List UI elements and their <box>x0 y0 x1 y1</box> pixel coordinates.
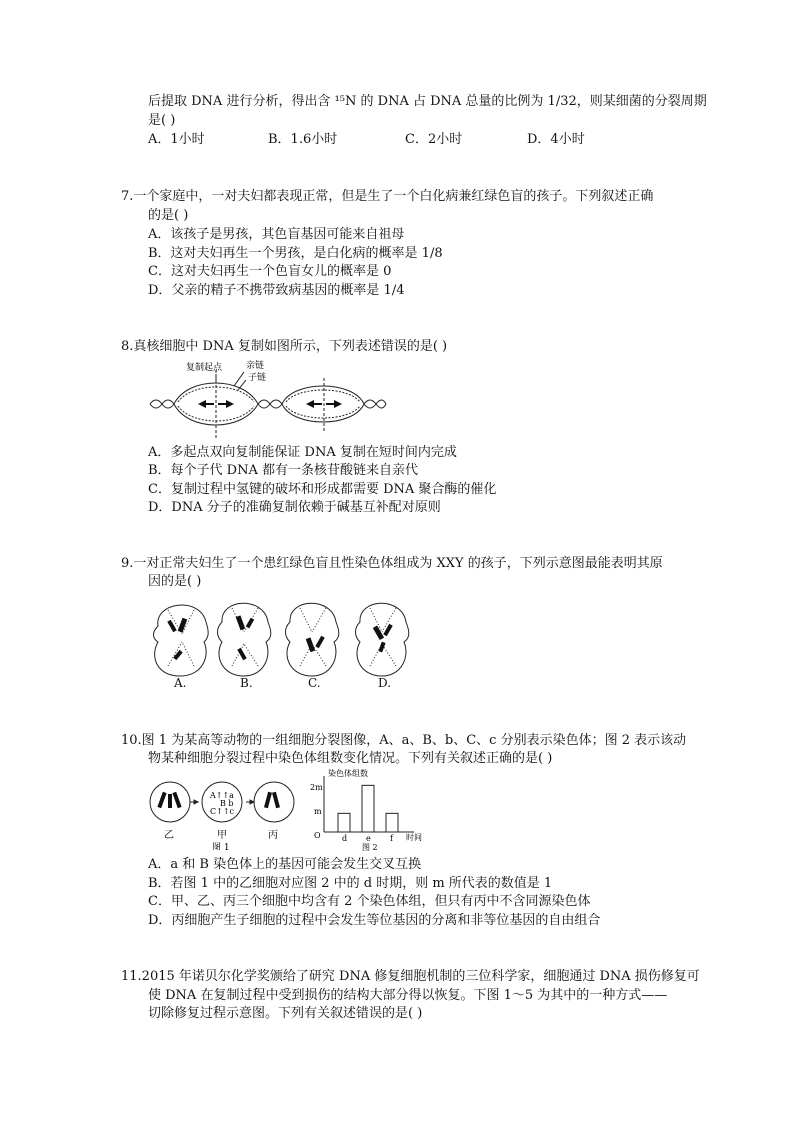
x-axis-label: 时间 <box>406 833 422 842</box>
q8-option-a: A．多起点双向复制能保证 DNA 复制在短时间内完成 <box>148 445 457 460</box>
q6-option-b: B．1.6小时 <box>268 132 338 147</box>
origin-label: 复制起点 <box>186 363 223 373</box>
q7-option-b: B．这对夫妇再生一个男孩，是白化病的概率是 1/8 <box>148 246 443 261</box>
cell-label-yi: 乙 <box>164 830 174 841</box>
cell-label-jia: 甲 <box>217 830 227 841</box>
q11-line3: 切除修复过程示意图。下列有关叙述错误的是( ) <box>148 1006 423 1021</box>
svg-text:A↑↑a: A↑↑a <box>210 791 234 800</box>
q8-line1: 8.真核细胞中 DNA 复制如图所示，下列表述错误的是( ) <box>121 339 448 354</box>
q9-label-d: D. <box>378 676 392 690</box>
q9-line2: 因的是( ) <box>148 574 202 589</box>
q7-option-c: C．这对夫妇再生一个色盲女儿的概率是 0 <box>148 264 392 279</box>
q10-option-d: D．丙细胞产生子细胞的过程中会发生等位基因的分离和非等位基因的自由组合 <box>148 913 601 928</box>
q9-line1: 9.一对正常夫妇生了一个患红绿色盲且性染色体组成为 XXY 的孩子，下列示意图最能表明其原 <box>121 556 663 571</box>
q7-option-d: D．父亲的精子不携带致病基因的概率是 1/4 <box>148 283 405 298</box>
y-tick-m: m <box>314 807 322 816</box>
q7-option-a: A．该孩子是男孩，其色盲基因可能来自祖母 <box>148 227 405 242</box>
q6-option-c: C．2小时 <box>405 132 463 147</box>
x-tick-f: f <box>390 834 393 843</box>
q8-option-c: C．复制过程中氢键的破坏和形成都需要 DNA 聚合酶的催化 <box>148 482 497 497</box>
figure-2-caption: 图 2 <box>362 843 378 852</box>
q6-option-d: D．4小时 <box>527 132 585 147</box>
figure-1-cells <box>148 772 296 850</box>
bar-e <box>362 785 374 832</box>
cell-division-figures <box>148 592 418 690</box>
q9-label-b: B. <box>240 676 253 690</box>
svg-text:B b: B b <box>220 799 234 808</box>
q6-line2: 是( ) <box>148 113 176 128</box>
figure-2-chart <box>310 766 430 852</box>
q9-label-a: A. <box>174 676 187 690</box>
figure-1-caption: 图 1 <box>212 843 230 850</box>
q10-option-c: C．甲、乙、丙三个细胞中均含有 2 个染色体组，但只有丙中不含同源染色体 <box>148 894 591 909</box>
q10-line2: 物某种细胞分裂过程中染色体组数变化情况。下列有关叙述正确的是( ) <box>148 751 553 766</box>
q9-label-c: C. <box>308 676 321 690</box>
y-tick-2m: 2m <box>310 783 323 792</box>
bar-d <box>338 813 350 832</box>
cell-label-bing: 丙 <box>268 830 278 841</box>
origin-o: O <box>314 831 321 840</box>
x-tick-d: d <box>342 834 348 843</box>
q10-option-a: A．a 和 B 染色体上的基因可能会发生交叉互换 <box>148 857 422 872</box>
q10-option-b: B．若图 1 中的乙细胞对应图 2 中的 d 时期，则 m 所代表的数值是 1 <box>148 876 553 891</box>
parent-strand-label: 亲链 <box>246 361 265 371</box>
dna-replication-figure <box>148 356 388 440</box>
q7-line2: 的是( ) <box>148 208 189 223</box>
x-tick-e: e <box>366 834 371 843</box>
q6-option-a: A．1小时 <box>148 132 205 147</box>
q6-line1: 后提取 DNA 进行分析，得出含 ¹⁵N 的 DNA 占 DNA 总量的比例为 1/32，则某细菌的分裂周期 <box>148 94 707 109</box>
q8-option-d: D．DNA 分子的准确复制依赖于碱基互补配对原则 <box>148 500 441 515</box>
q11-line2: 使 DNA 在复制过程中受到损伤的结构大部分得以恢复。下图 1～5 为其中的一种方式—— <box>148 988 668 1003</box>
q7-line1: 7.一个家庭中，一对夫妇都表现正常，但是生了一个白化病兼红绿色盲的孩子。下列叙述正确 <box>121 189 654 204</box>
svg-text:C↑↑c: C↑↑c <box>210 807 235 816</box>
q11-line1: 11.2015 年诺贝尔化学奖颁给了研究 DNA 修复细胞机制的三位科学家，细胞通过 DNA 损伤修复可 <box>121 969 700 984</box>
y-axis-label: 染色体组数 <box>328 769 368 778</box>
q10-line1: 10.图 1 为某高等动物的一组细胞分裂图像，A、a、B、b、C、c 分别表示染色体；图 2 表示该动 <box>121 733 687 748</box>
bar-f <box>386 813 398 832</box>
q8-option-b: B．每个子代 DNA 都有一条核苷酸链来自亲代 <box>148 463 419 478</box>
daughter-strand-label: 子链 <box>248 373 267 383</box>
